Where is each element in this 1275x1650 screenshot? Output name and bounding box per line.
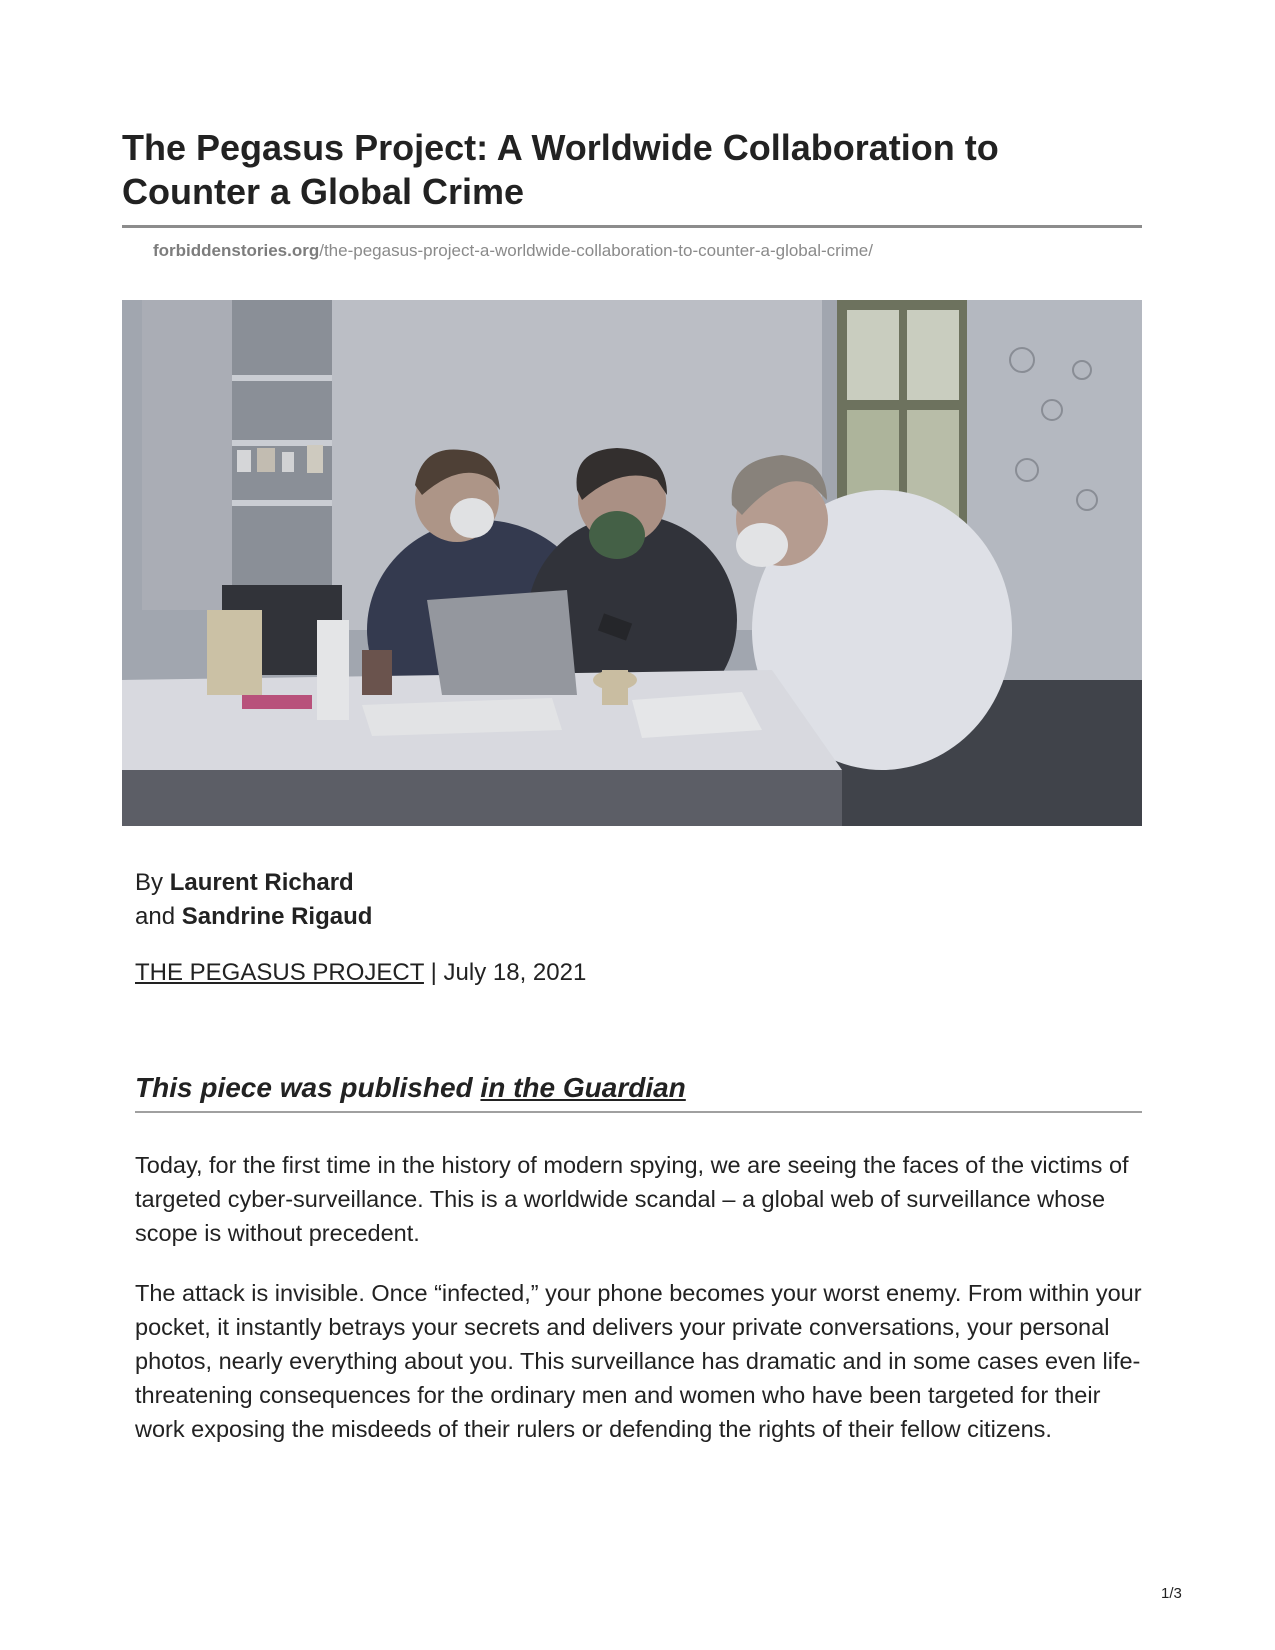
title-divider [122,225,1142,228]
published-note-text: This piece was published [135,1072,473,1103]
article-meta [135,957,835,989]
source-path: /the-pegasus-project-a-worldwide-collaboration-to-counter-a-global-crime/ [319,241,873,260]
author-name: Sandrine Rigaud [181,903,373,930]
byline-and: and [135,903,176,930]
source-domain: forbiddenstories.org [153,241,320,260]
published-note [135,1070,1135,1106]
category-link[interactable]: THE PEGASUS PROJECT [135,959,424,986]
publish-date: July 18, 2021 [443,959,587,986]
byline [135,866,735,934]
byline-by: By [135,869,164,896]
hero-photo [122,300,1142,826]
page-number: 1/3 [1161,1585,1182,1602]
body-paragraph: The attack is invisible. Once “infected,” your phone becomes your worst enemy. From within your pocket, it instantly betrays your secrets and delivers your private conversations, your personal photos, nearly everything about you. This surveillance has dramatic and in some cases even life-threatening consequences for the ordinary men and women who have been targeted for their work exposing the misdeeds of their rulers or defending the rights of their fellow citizens. [135,1280,1142,1442]
article-title: The Pegasus Project: A Worldwide Collaboration to Counter a Global Crime [122,127,999,212]
guardian-link[interactable]: in the Guardian [480,1072,686,1103]
published-note-divider [135,1111,1142,1113]
source-url[interactable] [153,241,1133,261]
author-name: Laurent Richard [169,869,354,896]
body-paragraph: Today, for the first time in the history of modern spying, we are seeing the faces of the victims of targeted cyber-surveillance. This is a worldwide scandal – a global web of surveillance whose scope is without precedent. [135,1152,1129,1246]
meta-separator: | [423,959,444,986]
